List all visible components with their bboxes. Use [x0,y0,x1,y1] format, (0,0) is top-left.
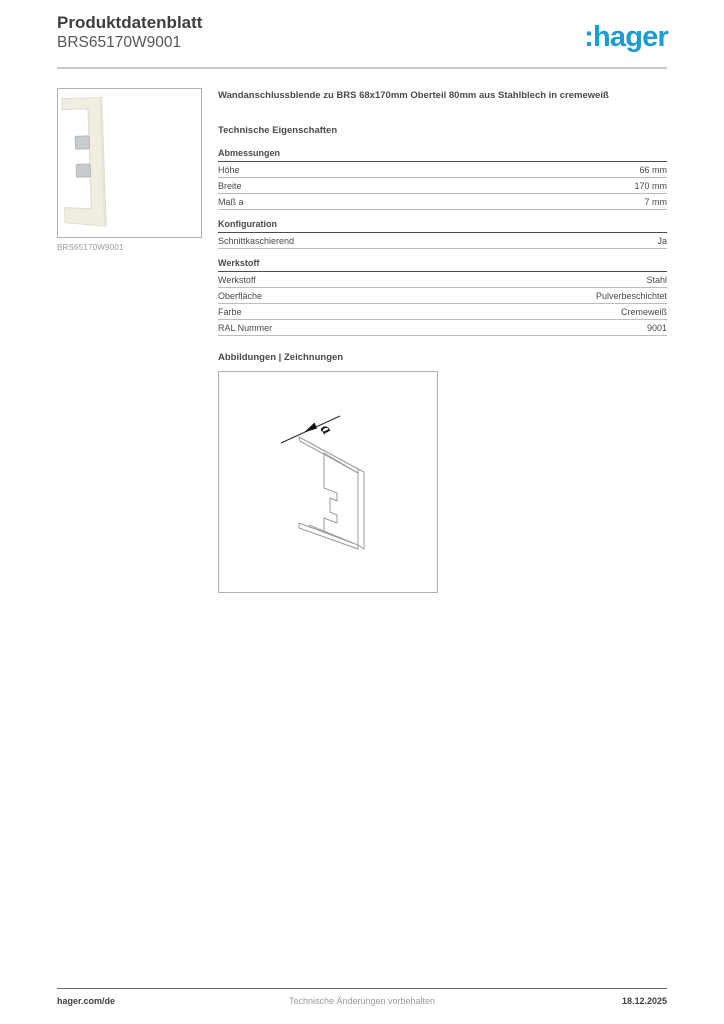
product-description: Wandanschlussblende zu BRS 68x170mm Oberteil 80mm aus Stahlblech in cremeweiß [218,90,609,101]
footer-date: 18.12.2025 [621,996,667,1006]
spec-value: 9001 [646,322,667,333]
document-header [57,13,202,52]
spec-value: Stahl [646,274,667,285]
tech-properties-heading: Technische Eigenschaften [218,125,338,136]
table-row [218,272,667,288]
page-title: Produktdatenblatt [57,13,203,32]
spec-section-werkstoff [218,258,667,336]
spec-section-title: Konfiguration [218,219,667,233]
spec-value: 66 mm [639,164,667,175]
table-row [218,178,667,194]
footer-website-link[interactable]: hager.com/de [57,996,116,1006]
product-photo-bracket [58,89,201,237]
spec-value: 170 mm [634,180,667,191]
table-row [218,233,667,249]
footer-notice: Technische Änderungen vorbehalten [288,996,436,1006]
spec-label: Farbe [218,306,242,317]
product-thumbnail [57,88,202,238]
technical-drawing [218,371,438,593]
spec-section-title: Abmessungen [218,148,667,162]
main-content [218,90,667,593]
spec-label: Werkstoff [218,274,256,285]
spec-section-abmessungen [218,148,667,210]
spec-label: Maß a [218,196,244,207]
product-image-column [57,88,202,252]
spec-value: Ja [657,235,667,246]
spec-label: Schnittkaschierend [218,235,295,246]
product-code: BRS65170W9001 [57,34,182,51]
spec-value: Pulverbeschichtet [595,290,667,301]
footer-divider [57,988,667,989]
spec-section-konfiguration [218,219,667,249]
table-row [218,320,667,336]
spec-label: Breite [218,180,242,191]
table-row [218,288,667,304]
header-divider [57,67,667,69]
spec-label: Höhe [218,164,240,175]
table-row [218,194,667,210]
isometric-drawing [219,372,437,592]
hager-logo: :hager [584,21,668,53]
spec-label: RAL Nummer [218,322,273,333]
figures-heading: Abbildungen | Zeichnungen [218,352,344,363]
spec-label: Oberfläche [218,290,263,301]
thumbnail-caption: BRS65170W9001 [57,243,124,252]
dimension-label-a: a [316,420,336,438]
spec-section-title: Werkstoff [218,258,667,272]
table-row [218,162,667,178]
spec-value: Cremeweiß [620,306,667,317]
spec-value: 7 mm [644,196,667,207]
table-row [218,304,667,320]
